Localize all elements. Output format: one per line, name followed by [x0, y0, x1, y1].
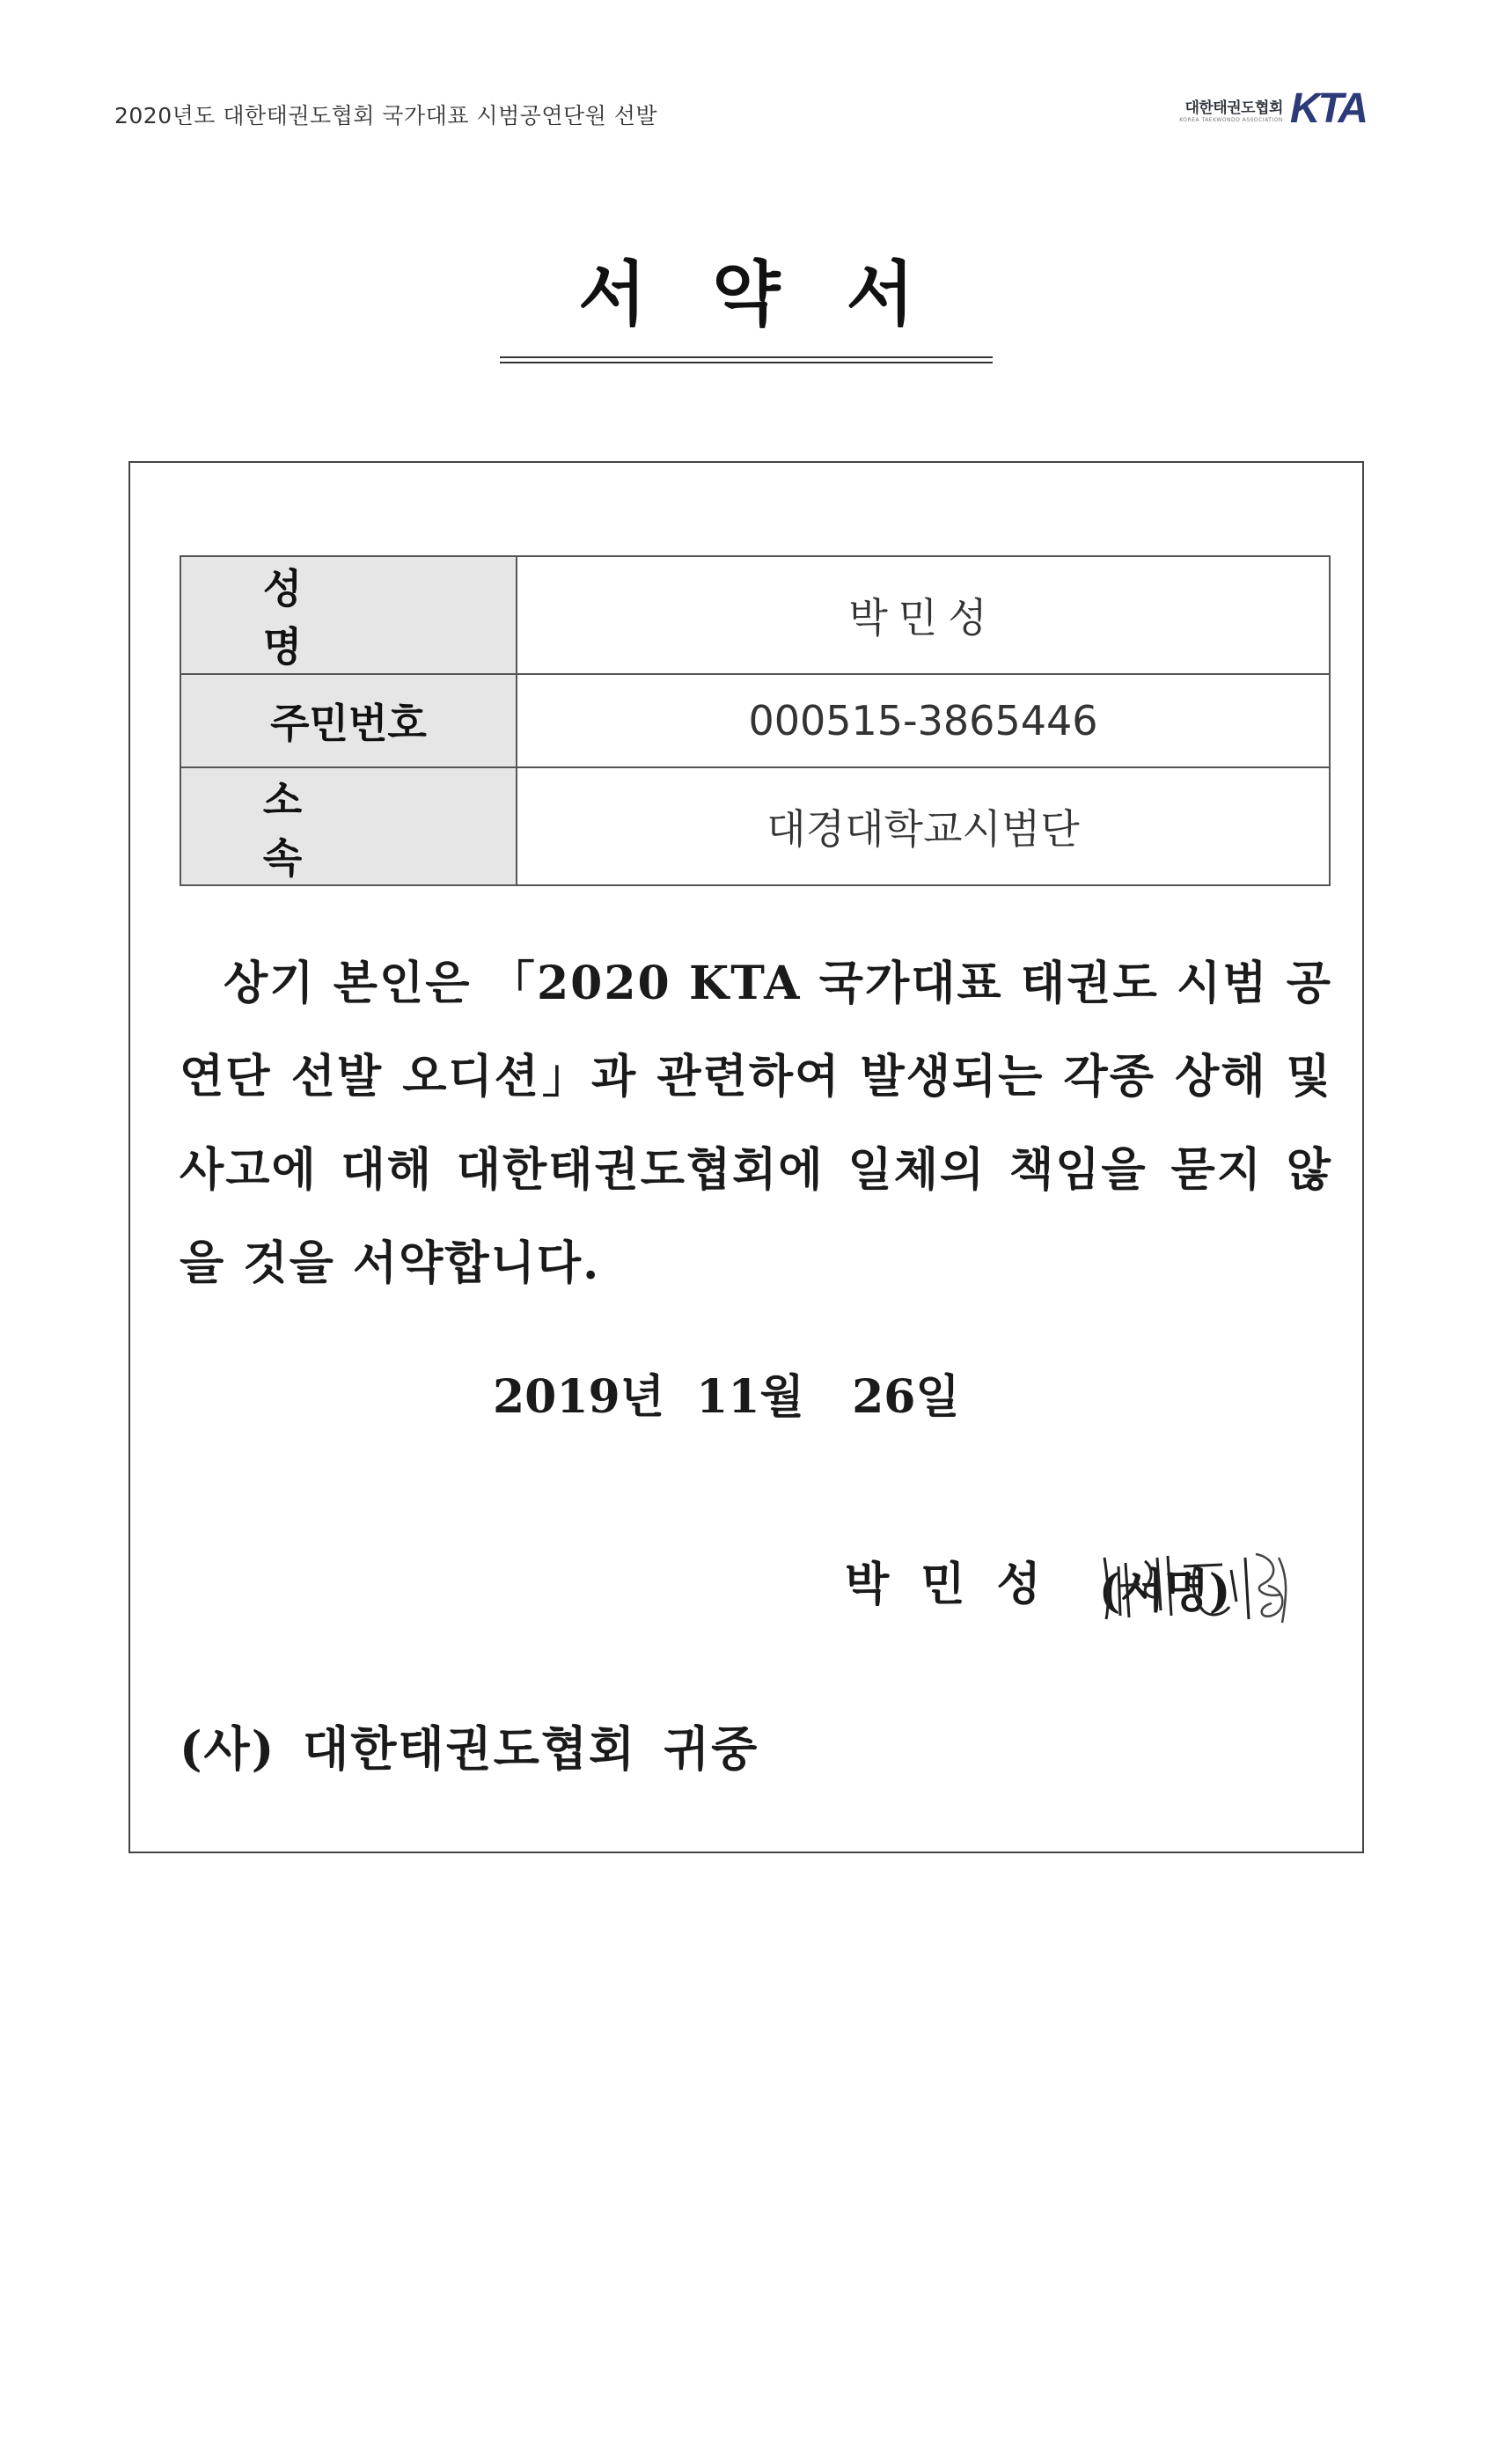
- name-value: 박민성: [848, 594, 998, 642]
- name-label: 성명: [262, 565, 435, 671]
- table-row: [180, 556, 1330, 674]
- signature-block: [845, 1531, 1293, 1628]
- document-header: 2020년도 대한태권도협회 국가대표 시범공연단원 선발: [114, 103, 658, 128]
- signer-name: 박민성: [845, 1557, 1073, 1611]
- pledge-date: 2019년 11월 26일: [493, 1370, 960, 1424]
- logo-english-text: KOREA TAEKWONDO ASSOCIATION: [1179, 117, 1283, 123]
- recipient-line: (사) 대한태권도협회 귀중: [180, 1720, 759, 1777]
- affiliation-value: 대경대학교시범단: [766, 805, 1080, 853]
- affiliation-label: 소속: [262, 776, 435, 882]
- logo-korean-text: 대한태권도협회: [1184, 99, 1283, 117]
- resident-number-value: 000515-3865446: [748, 697, 1098, 744]
- personal-info-table: [180, 555, 1331, 886]
- pledge-statement: 상기 본인은 「2020 KTA 국가대표 태권도 시범 공연단 선발 오디션」과 관련하여 발생되는 각종 상해 및 사고에 대해 대한태권도협회에 일체의 책임을 묻지 않을 것을 서약합니다.: [180, 957, 1332, 1290]
- table-row: [180, 674, 1330, 767]
- resident-number-label: 주민번호: [270, 700, 427, 747]
- kta-logo: [1179, 85, 1366, 132]
- logo-mark: KTA: [1289, 85, 1366, 132]
- title-underline: [500, 356, 993, 363]
- signature-label: (서명): [1098, 1565, 1231, 1618]
- handwritten-signature: [1099, 1531, 1293, 1628]
- document-title: 서약서: [578, 253, 980, 335]
- table-row: [180, 767, 1330, 885]
